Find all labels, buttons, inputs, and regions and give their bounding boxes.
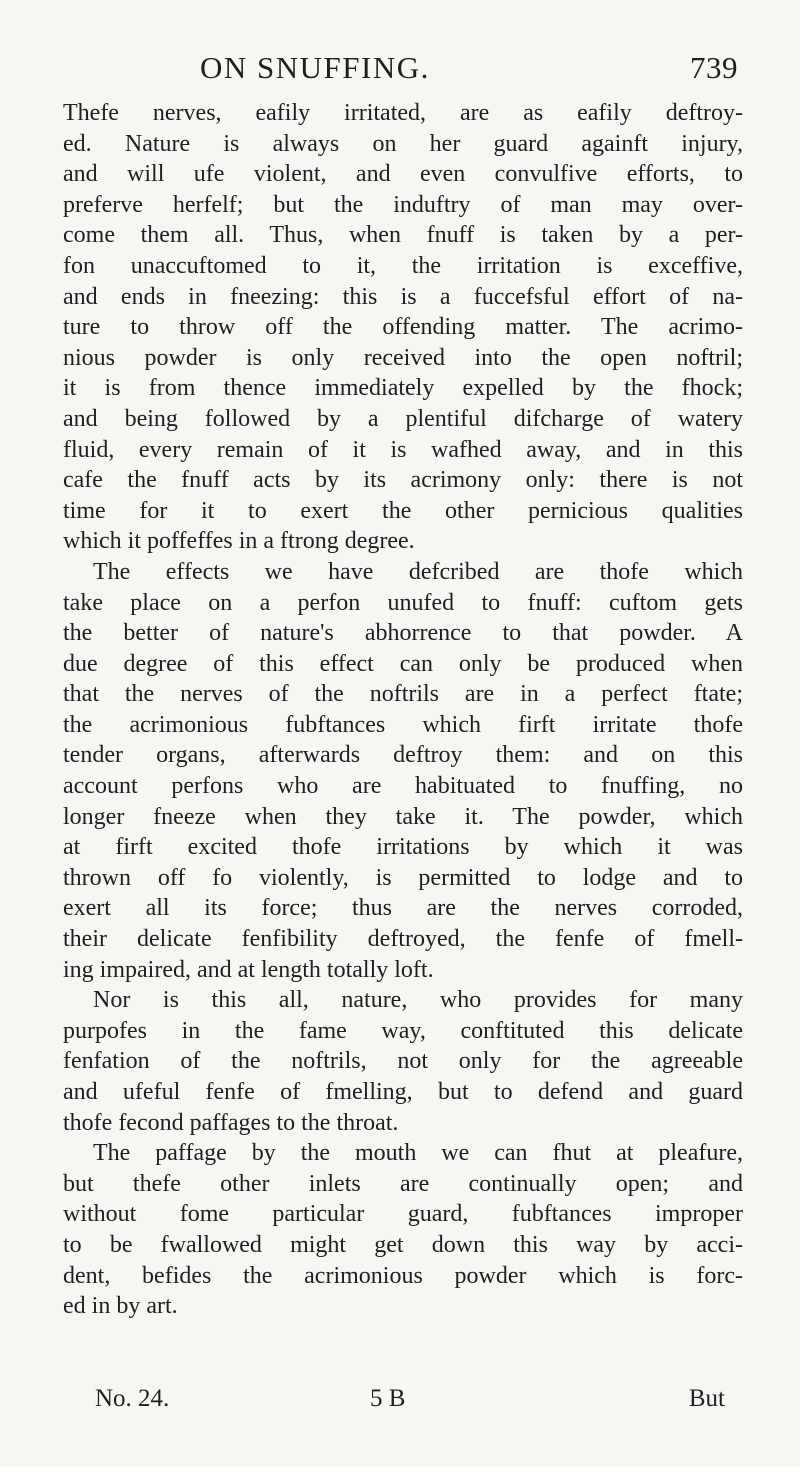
- text-line: come them all. Thus, when fnuff is taken by a per-: [63, 222, 743, 249]
- text-line: and will ufe violent, and even convulfive efforts, to: [63, 161, 743, 188]
- text-line: nious powder is only received into the open noftril;: [63, 344, 743, 371]
- text-line: The effects we have defcribed are thofe which: [93, 558, 743, 585]
- text-line: at firft excited thofe irritations by which it was: [63, 834, 743, 861]
- text-line: to be fwallowed might get down this way by acci-: [63, 1231, 743, 1258]
- text-line: but thefe other inlets are continually open; and: [63, 1170, 743, 1197]
- text-line: the acrimonious fubftances which firft irritate thofe: [63, 711, 743, 738]
- text-line: take place on a perfon unufed to fnuff: cuftom gets: [63, 589, 743, 616]
- page-footer: [95, 1385, 725, 1419]
- text-line: exert all its force; thus are the nerves corroded,: [63, 895, 743, 922]
- text-line: Nor is this all, nature, who provides for many: [93, 987, 743, 1014]
- page-header: [120, 50, 738, 94]
- text-line: due degree of this effect can only be produced when: [63, 650, 743, 677]
- text-line: without fome particular guard, fubftances improper: [63, 1201, 743, 1228]
- text-line: ture to throw off the offending matter. The acrimo-: [63, 314, 743, 341]
- text-line: and being followed by a plentiful difcharge of watery: [63, 405, 743, 432]
- text-line: thrown off fo violently, is permitted to lodge and to: [63, 864, 743, 891]
- text-line: ed in by art.: [63, 1293, 178, 1320]
- text-line: the better of nature's abhorrence to that powder. A: [63, 620, 743, 647]
- text-line: tender organs, afterwards deftroy them: and on this: [63, 742, 743, 769]
- text-line: ed. Nature is always on her guard againft injury,: [63, 130, 743, 157]
- text-line: The paffage by the mouth we can fhut at pleafure,: [93, 1140, 743, 1167]
- text-line: fluid, every remain of it is wafhed away, and in this: [63, 436, 743, 463]
- text-line: purpofes in the fame way, conftituted this delicate: [63, 1017, 743, 1044]
- sheet-mark: 5 B: [370, 1385, 406, 1412]
- text-line: which it poffeffes in a ftrong degree.: [63, 528, 415, 555]
- text-line: Thefe nerves, eafily irritated, are as eafily deftroy-: [63, 100, 743, 126]
- text-line: thofe fecond paffages to the throat.: [63, 1109, 399, 1136]
- page-number: 739: [690, 50, 738, 85]
- catchword: But: [688, 1385, 725, 1412]
- signature-number: No. 24.: [95, 1385, 170, 1412]
- text-line: their delicate fenfibility deftroyed, the fenfe of fmell-: [63, 926, 743, 953]
- running-title: ON SNUFFING.: [200, 50, 430, 85]
- text-line: and ufeful fenfe of fmelling, but to defend and guard: [63, 1079, 743, 1105]
- text-line: cafe the fnuff acts by its acrimony only: there is not: [63, 467, 743, 494]
- text-line: and ends in fneezing: this is a fuccefsful effort of na-: [63, 283, 743, 310]
- text-line: dent, befides the acrimonious powder which is forc-: [63, 1262, 743, 1289]
- text-line: it is from thence immediately expelled by the fhock;: [63, 375, 743, 402]
- text-line: preferve herfelf; but the induftry of man may over-: [63, 191, 743, 218]
- text-line: fenfation of the noftrils, not only for the agreeable: [63, 1048, 743, 1075]
- text-line: longer fneeze when they take it. The powder, which: [63, 803, 743, 830]
- text-line: that the nerves of the noftrils are in a perfect ftate;: [63, 681, 743, 708]
- text-line: fon unaccuftomed to it, the irritation is exceffive,: [63, 252, 743, 279]
- body-text: [63, 98, 743, 1322]
- text-line: ing impaired, and at length totally loft.: [63, 956, 434, 983]
- text-line: time for it to exert the other pernicious qualities: [63, 497, 743, 524]
- text-line: account perfons who are habituated to fnuffing, no: [63, 773, 743, 800]
